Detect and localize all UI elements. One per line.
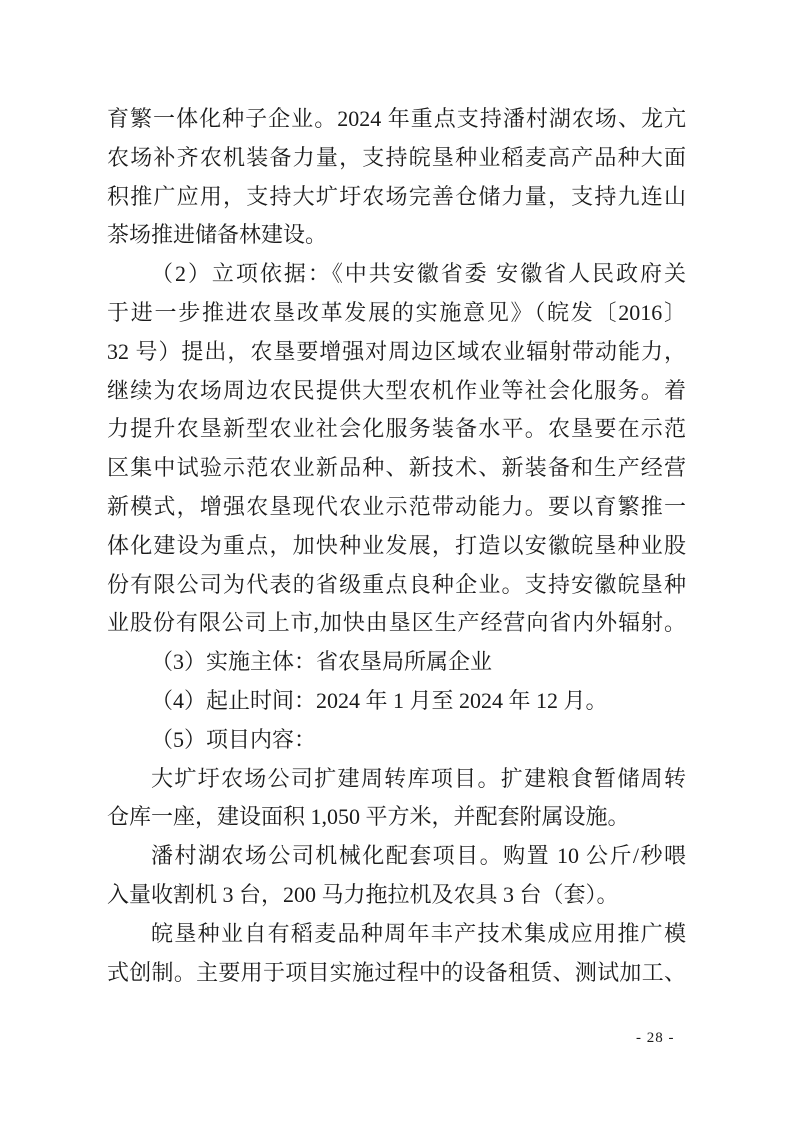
page-number: - 28 -	[636, 1030, 675, 1046]
text-line: 茶场推进储备林建设。	[107, 222, 328, 248]
text-line: （3）实施主体：省农垦局所属企业	[151, 649, 493, 675]
text-line: 32 号）提出，农垦要增强对周边区域农业辐射带动能力，	[107, 338, 686, 364]
text-line: 育繁一体化种子企业。2024 年重点支持潘村湖农场、龙亢	[107, 106, 686, 131]
text-line: 体化建设为重点，加快种业发展，打造以安徽皖垦种业股	[107, 532, 686, 558]
text-line: 份有限公司为代表的省级重点良种企业。支持安徽皖垦种	[107, 571, 686, 597]
text-line: 力提升农垦新型农业社会化服务装备水平。农垦要在示范	[107, 416, 686, 442]
text-line: 皖垦种业自有稻麦品种周年丰产技术集成应用推广模	[151, 920, 686, 946]
text-line: （2）立项依据：《中共安徽省委 安徽省人民政府关	[151, 261, 686, 287]
text-line: 大圹圩农场公司扩建周转库项目。扩建粮食暂储周转	[151, 765, 686, 791]
text-line: （5）项目内容：	[151, 726, 317, 752]
text-line: 积推广应用，支持大圹圩农场完善仓储力量，支持九连山	[107, 183, 686, 209]
text-line: 于进一步推进农垦改革发展的实施意见》（皖发〔2016〕	[107, 299, 686, 325]
text-line: 业股份有限公司上市,加快由垦区生产经营向省内外辐射。	[107, 610, 686, 636]
text-line: 入量收割机 3 台，200 马力拖拉机及农具 3 台（套）。	[107, 881, 619, 907]
document-body	[107, 100, 686, 992]
text-line: （4）起止时间：2024 年 1 月至 2024 年 12 月。	[151, 687, 608, 713]
text-line: 区集中试验示范农业新品种、新技术、新装备和生产经营	[107, 455, 686, 481]
text-line: 式创制。主要用于项目实施过程中的设备租赁、测试加工、	[107, 959, 686, 985]
text-line: 新模式，增强农垦现代农业示范带动能力。要以育繁推一	[107, 493, 686, 519]
text-line: 仓库一座，建设面积 1,050 平方米，并配套附属设施。	[107, 804, 630, 830]
text-line: 继续为农场周边农民提供大型农机作业等社会化服务。着	[107, 377, 686, 403]
text-line: 农场补齐农机装备力量，支持皖垦种业稻麦高产品种大面	[107, 144, 686, 170]
text-line: 潘村湖农场公司机械化配套项目。购置 10 公斤/秒喂	[151, 843, 686, 869]
